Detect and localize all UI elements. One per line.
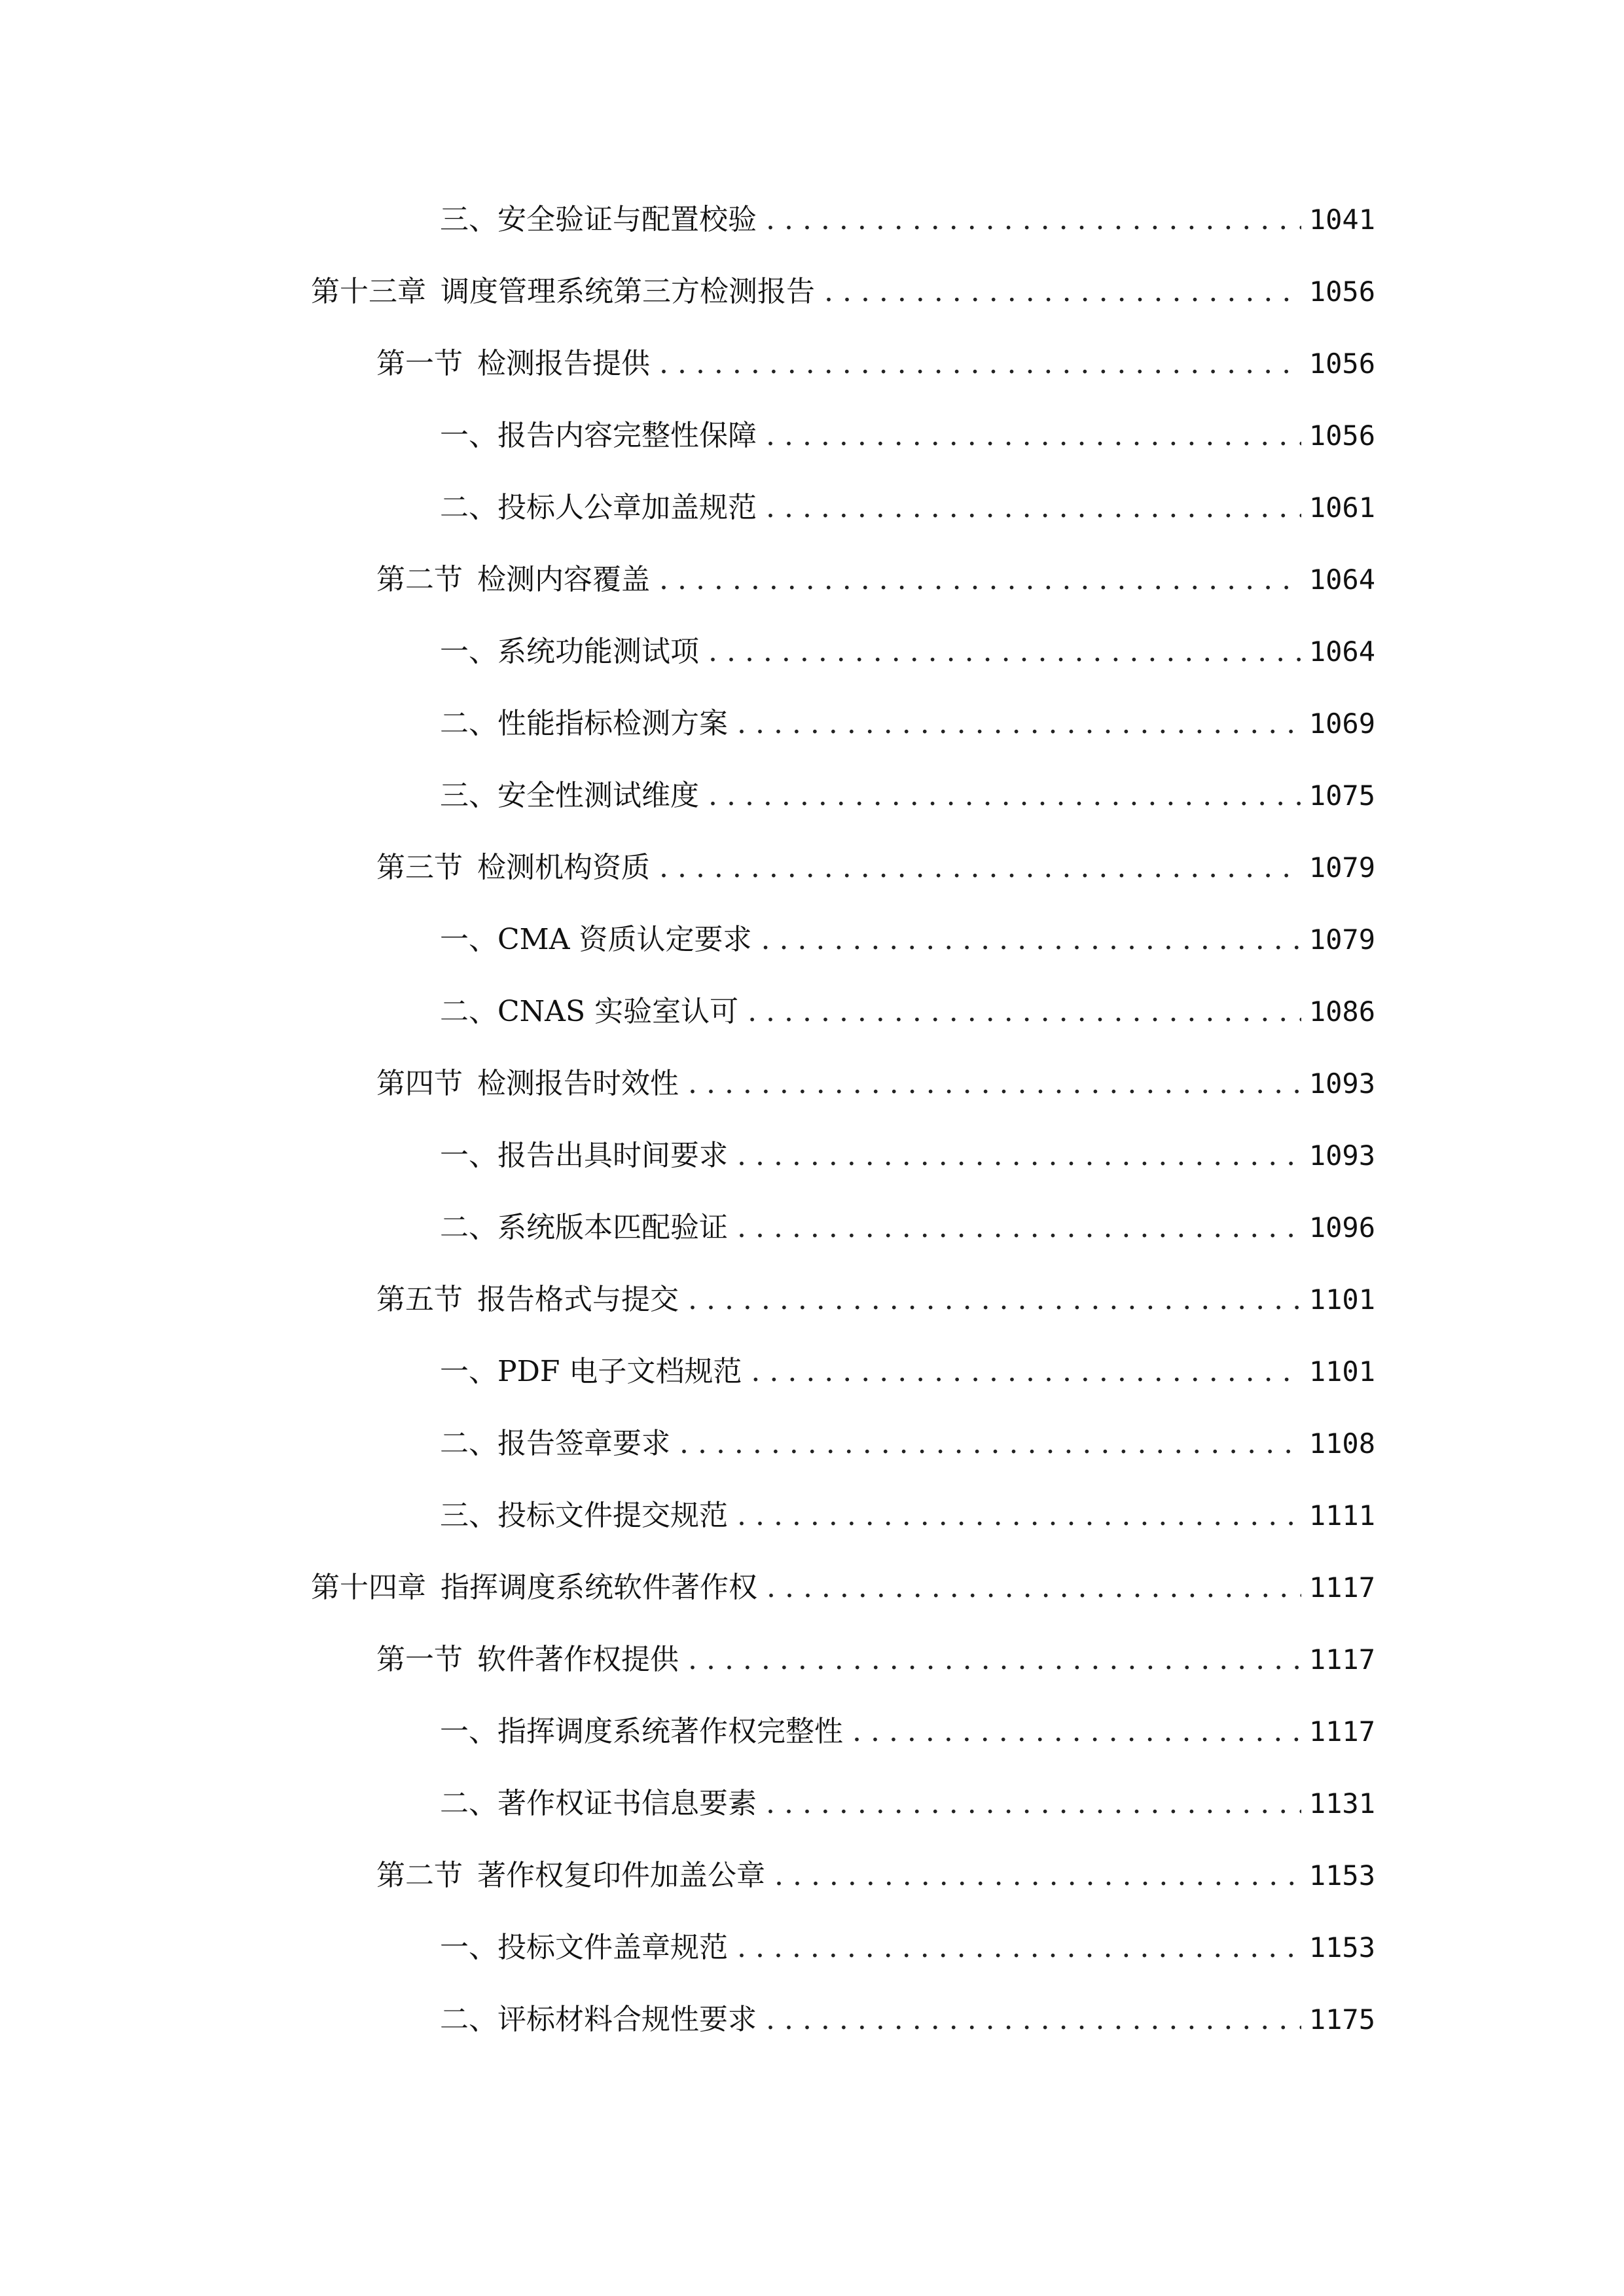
toc-entry[interactable] xyxy=(440,916,1375,963)
dot-leader xyxy=(737,1924,1301,1971)
toc-entry-number: 二、 xyxy=(440,707,497,740)
toc-page-number: 1117 xyxy=(1308,1571,1375,1604)
toc-entry[interactable] xyxy=(440,1132,1375,1179)
toc-entry-number: 一、 xyxy=(440,923,497,956)
toc-chapter-number: 第十三章 xyxy=(311,275,426,308)
dot-leader xyxy=(659,844,1301,891)
dot-leader xyxy=(766,1996,1301,2043)
toc-entry[interactable] xyxy=(440,628,1375,675)
toc-entry[interactable] xyxy=(440,412,1375,459)
toc-entry-title: 安全验证与配置校验 xyxy=(497,203,757,236)
dot-leader xyxy=(708,772,1301,819)
dot-leader xyxy=(679,1420,1301,1467)
toc-entry[interactable] xyxy=(440,1708,1375,1755)
toc-section-number: 第三节 xyxy=(376,851,463,884)
toc-entry[interactable] xyxy=(440,1924,1375,1971)
toc-entry-number: 三、 xyxy=(440,1499,497,1532)
toc-page-number: 1056 xyxy=(1308,276,1375,308)
toc-page-number: 1117 xyxy=(1308,1643,1375,1676)
toc-entry-number: 二、 xyxy=(440,491,497,524)
toc-entry-number: 二、 xyxy=(440,1211,497,1244)
toc-section-number: 第一节 xyxy=(376,1643,463,1676)
toc-chapter-entry[interactable] xyxy=(311,1564,1375,1611)
toc-entry-title: 报告出具时间要求 xyxy=(497,1139,728,1172)
toc-entry-title: 指挥调度系统软件著作权 xyxy=(441,1571,757,1604)
toc-section-number: 第一节 xyxy=(376,347,463,380)
toc-page-number: 1056 xyxy=(1308,348,1375,380)
dot-leader xyxy=(737,1204,1301,1251)
toc-entry-number: 一、 xyxy=(440,1355,497,1388)
toc-entry-title: 检测报告时效性 xyxy=(477,1067,679,1100)
toc-entry-number: 一、 xyxy=(440,1931,497,1964)
toc-section-number: 第四节 xyxy=(376,1067,463,1100)
dot-leader xyxy=(766,484,1301,531)
toc-entry[interactable] xyxy=(440,1780,1375,1827)
toc-entry-title: 检测机构资质 xyxy=(477,851,650,884)
toc-chapter-entry[interactable] xyxy=(311,268,1375,315)
toc-entry-title: PDF 电子文档规范 xyxy=(497,1355,742,1388)
dot-leader xyxy=(737,1132,1301,1179)
toc-section-entry[interactable] xyxy=(376,1636,1375,1683)
toc-section-entry[interactable] xyxy=(376,1060,1375,1107)
toc-entry[interactable] xyxy=(440,196,1375,243)
toc-entry-title: 投标文件提交规范 xyxy=(497,1499,728,1532)
toc-entry-title: 检测报告提供 xyxy=(477,347,650,380)
toc-page-number: 1175 xyxy=(1308,2003,1375,2036)
toc-entry[interactable] xyxy=(440,988,1375,1035)
toc-section-entry[interactable] xyxy=(376,556,1375,603)
dot-leader xyxy=(766,1780,1301,1827)
toc-entry[interactable] xyxy=(440,484,1375,531)
toc-page-number: 1064 xyxy=(1308,564,1375,596)
toc-entry-number: 二、 xyxy=(440,1427,497,1460)
toc-entry-title: 软件著作权提供 xyxy=(477,1643,679,1676)
toc-entry-title: 指挥调度系统著作权完整性 xyxy=(497,1715,843,1748)
dot-leader xyxy=(766,196,1301,243)
toc-entry[interactable] xyxy=(440,700,1375,747)
toc-entry-title: 安全性测试维度 xyxy=(497,779,699,812)
toc-entry-title: 检测内容覆盖 xyxy=(477,563,650,596)
toc-entry-title: 评标材料合规性要求 xyxy=(497,2003,757,2036)
toc-entry-number: 三、 xyxy=(440,203,497,236)
dot-leader xyxy=(688,1636,1301,1683)
toc-section-entry[interactable] xyxy=(376,1276,1375,1323)
toc-page-number: 1064 xyxy=(1308,636,1375,668)
dot-leader xyxy=(688,1276,1301,1323)
toc-page-number: 1093 xyxy=(1308,1067,1375,1100)
toc-entry[interactable] xyxy=(440,1204,1375,1251)
toc-entry-title: 投标人公章加盖规范 xyxy=(497,491,757,524)
dot-leader xyxy=(766,412,1301,459)
dot-leader xyxy=(737,700,1301,747)
toc-entry[interactable] xyxy=(440,1996,1375,2043)
toc-chapter-number: 第十四章 xyxy=(311,1571,426,1604)
toc-entry-number: 一、 xyxy=(440,1715,497,1748)
dot-leader xyxy=(737,1492,1301,1539)
toc-page-number: 1075 xyxy=(1308,780,1375,812)
toc-entry[interactable] xyxy=(440,1492,1375,1539)
toc-section-entry[interactable] xyxy=(376,844,1375,891)
toc-section-entry[interactable] xyxy=(376,1852,1375,1899)
toc-section-number: 第二节 xyxy=(376,563,463,596)
toc-page-number: 1153 xyxy=(1308,1859,1375,1892)
toc-entry[interactable] xyxy=(440,772,1375,819)
toc-entry-title: 系统功能测试项 xyxy=(497,635,699,668)
toc-entry-number: 三、 xyxy=(440,779,497,812)
toc-entry[interactable] xyxy=(440,1420,1375,1467)
dot-leader xyxy=(774,1852,1301,1899)
toc-entry-number: 二、 xyxy=(440,2003,497,2036)
toc-page-number: 1093 xyxy=(1308,1139,1375,1172)
toc-entry-title: 报告内容完整性保障 xyxy=(497,419,757,452)
dot-leader xyxy=(761,916,1301,963)
toc-page-number: 1061 xyxy=(1308,492,1375,524)
toc-page-number: 1131 xyxy=(1308,1787,1375,1820)
toc-section-number: 第二节 xyxy=(376,1859,463,1892)
toc-entry-title: CMA 资质认定要求 xyxy=(497,923,752,956)
toc-page-number: 1069 xyxy=(1308,708,1375,740)
dot-leader xyxy=(852,1708,1301,1755)
toc-entry-title: 著作权复印件加盖公章 xyxy=(477,1859,765,1892)
dot-leader xyxy=(708,628,1301,675)
dot-leader xyxy=(748,988,1301,1035)
toc-entry-title: 报告签章要求 xyxy=(497,1427,670,1460)
toc-page-number: 1111 xyxy=(1308,1499,1375,1532)
toc-section-number: 第五节 xyxy=(376,1283,463,1316)
toc-entry-title: 报告格式与提交 xyxy=(477,1283,679,1316)
toc-entry-number: 二、 xyxy=(440,995,497,1028)
toc-entry-title: 调度管理系统第三方检测报告 xyxy=(441,275,815,308)
toc-entry-number: 一、 xyxy=(440,635,497,668)
toc-entry-title: 系统版本匹配验证 xyxy=(497,1211,728,1244)
toc-page-number: 1056 xyxy=(1308,420,1375,452)
toc-page-number: 1041 xyxy=(1308,204,1375,236)
toc-page-number: 1079 xyxy=(1308,852,1375,884)
dot-leader xyxy=(659,556,1301,603)
toc-page-number: 1096 xyxy=(1308,1211,1375,1244)
toc-entry-number: 一、 xyxy=(440,1139,497,1172)
toc-entry[interactable] xyxy=(440,1348,1375,1395)
dot-leader xyxy=(767,1564,1301,1611)
toc-entry-title: 著作权证书信息要素 xyxy=(497,1787,757,1820)
toc-page-number: 1101 xyxy=(1308,1355,1375,1388)
toc-entry-number: 一、 xyxy=(440,419,497,452)
dot-leader xyxy=(659,340,1301,387)
dot-leader xyxy=(688,1060,1301,1107)
toc-page-number: 1086 xyxy=(1308,996,1375,1028)
toc-page-number: 1108 xyxy=(1308,1427,1375,1460)
toc-entry-title: 投标文件盖章规范 xyxy=(497,1931,728,1964)
toc-entry-number: 二、 xyxy=(440,1787,497,1820)
toc-page-number: 1101 xyxy=(1308,1283,1375,1316)
dot-leader xyxy=(751,1348,1301,1395)
toc-entry-title: 性能指标检测方案 xyxy=(497,707,728,740)
toc-page-number: 1153 xyxy=(1308,1931,1375,1964)
toc-page-number: 1117 xyxy=(1308,1715,1375,1748)
dot-leader xyxy=(824,268,1301,315)
toc-entry-title: CNAS 实验室认可 xyxy=(497,995,739,1028)
toc-page-number: 1079 xyxy=(1308,924,1375,956)
toc-section-entry[interactable] xyxy=(376,340,1375,387)
